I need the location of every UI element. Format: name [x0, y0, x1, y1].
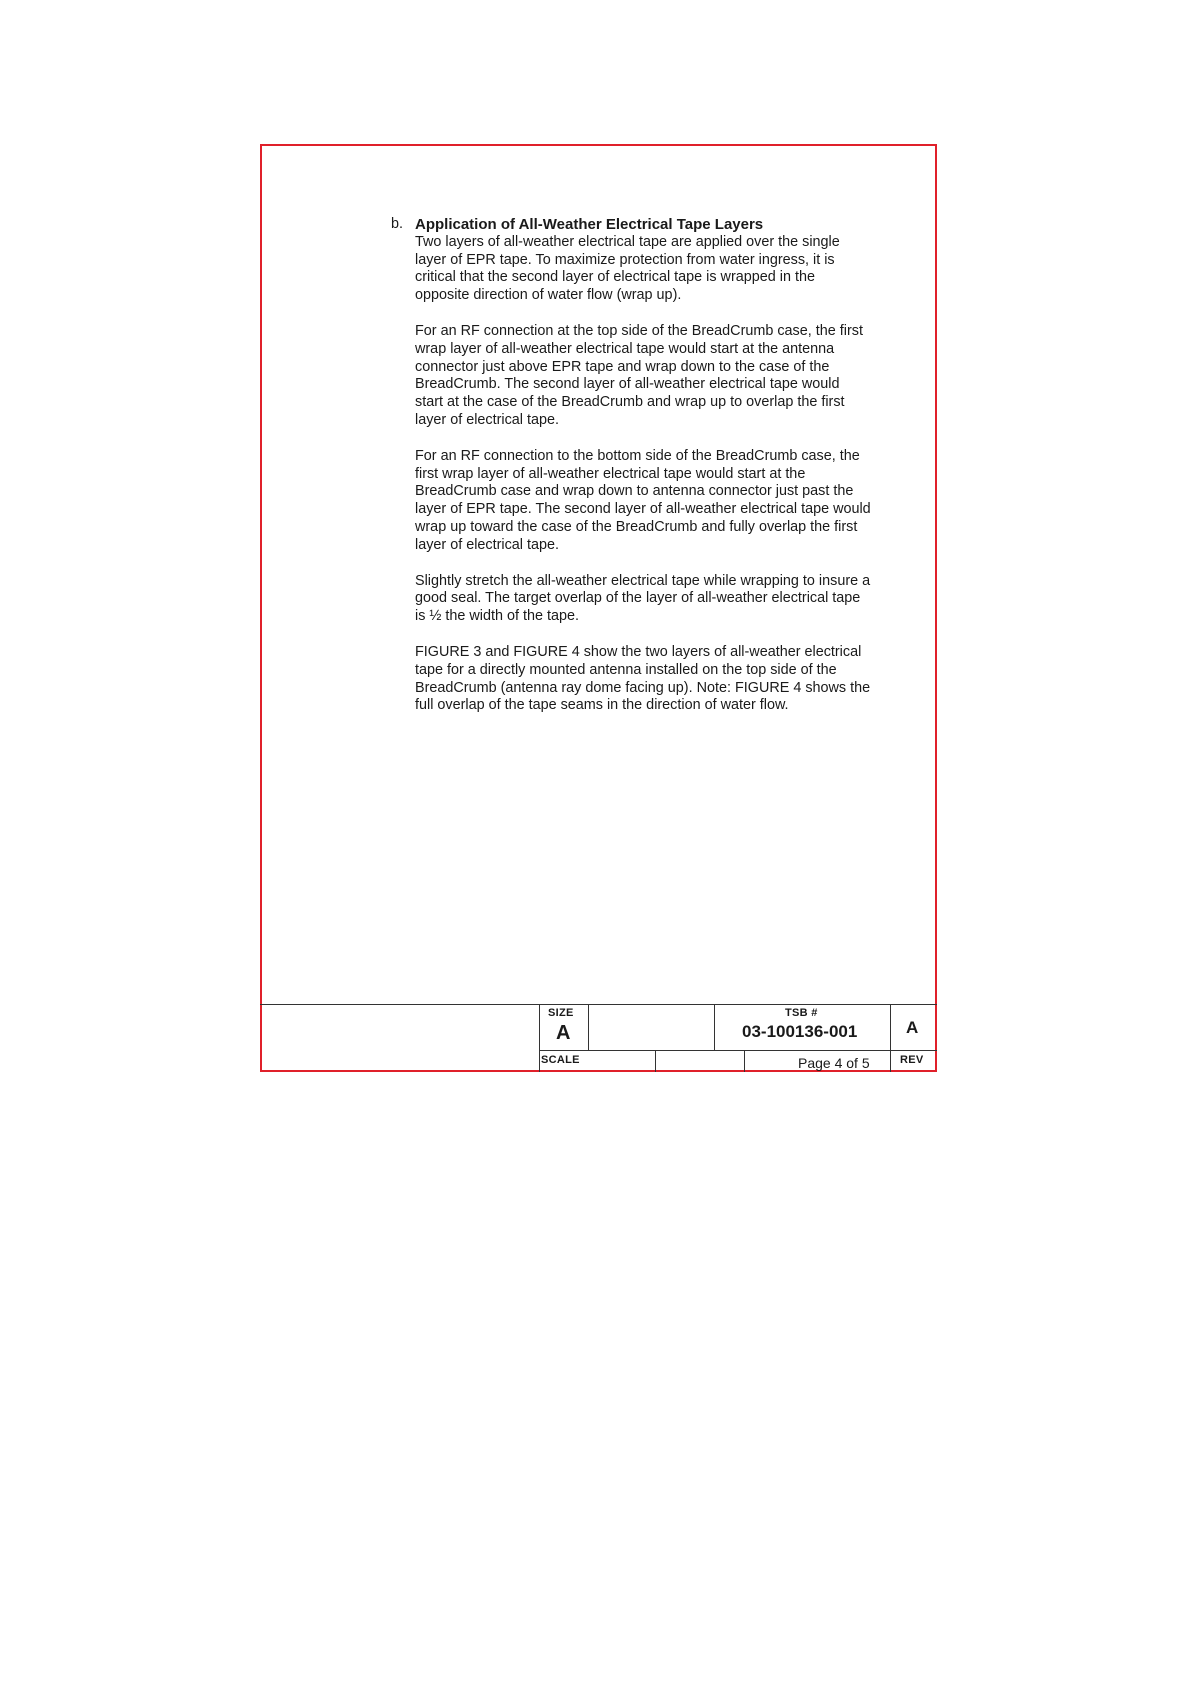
paragraph: For an RF connection at the top side of the BreadCrumb case, the first wrap layer of all-weather electrical tape would start at the antenna connector just above EPR tape and wrap down to the case of the BreadCrumb. The second layer of all-weather electrical tape would start at the case of the BreadCrumb and wrap up to overlap the first layer of electrical tape. — [415, 322, 863, 428]
title-block-top-rule — [260, 1004, 937, 1005]
scale-label: SCALE — [541, 1054, 580, 1066]
title-block-divider — [890, 1004, 891, 1072]
tsb-number: 03-100136-001 — [742, 1022, 858, 1041]
title-block-divider — [588, 1004, 589, 1050]
paragraph: FIGURE 3 and FIGURE 4 show the two layers of all-weather electrical tape for a directly mounted antenna installed on the top side of the BreadCrumb (antenna ray dome facing up). Note: FIGURE 4 shows the full overlap of the tape seams in the direction of water flow. — [415, 643, 871, 714]
document-body — [391, 216, 871, 733]
section-item — [391, 216, 871, 733]
paragraph: For an RF connection to the bottom side of the BreadCrumb case, the first wrap layer of all-weather electrical tape would start at the BreadCrumb case and wrap down to antenna connector just past the layer of EPR tape. The second layer of all-weather electrical tape would wrap up toward the case of the BreadCrumb and fully overlap the first layer of electrical tape. — [415, 447, 871, 553]
size-value: A — [556, 1022, 571, 1044]
page-info: Page 4 of 5 — [798, 1055, 870, 1071]
rev-value: A — [906, 1018, 919, 1037]
paragraph: Two layers of all-weather electrical tape are applied over the single layer of EPR tape. To maximize protection from water ingress, it is critical that the second layer of electrical tape is wrapped in the opposite direction of water flow (wrap up). — [415, 233, 840, 304]
title-block-divider — [655, 1050, 656, 1072]
section-title: Application of All-Weather Electrical Tape Layers — [415, 216, 764, 233]
title-block-middle-rule — [539, 1050, 937, 1051]
section-marker: b. — [391, 216, 404, 232]
size-label: SIZE — [548, 1007, 574, 1019]
title-block-divider — [539, 1004, 540, 1072]
paragraph: Slightly stretch the all-weather electrical tape while wrapping to insure a good seal. The target overlap of the layer of all-weather electrical tape is ½ the width of the tape. — [415, 572, 871, 625]
title-block-divider — [714, 1004, 715, 1050]
title-block-divider — [744, 1050, 745, 1072]
section-body — [415, 216, 871, 733]
tsb-label: TSB # — [785, 1007, 818, 1019]
rev-label: REV — [900, 1054, 924, 1066]
